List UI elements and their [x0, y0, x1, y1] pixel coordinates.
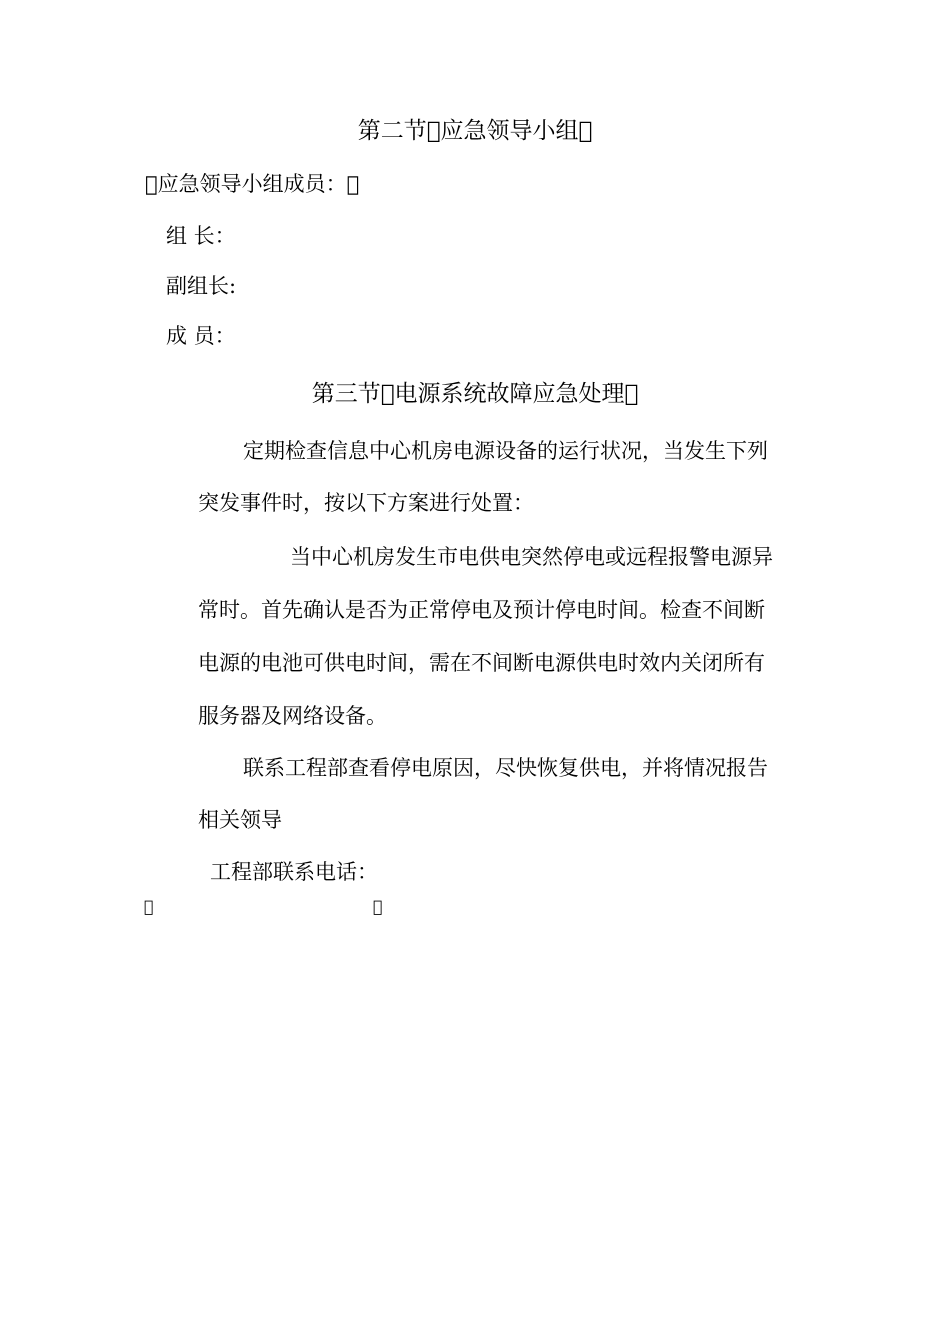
section3-title: 第三节 电源系统故障应急处理  — [311, 381, 639, 407]
group-members-heading:  应急领导小组成员：  — [145, 172, 360, 196]
para2-line2: 常时。首先确认是否为正常停电及预计停电时间。检查不间断 — [198, 598, 765, 622]
para2-line4: 服务器及网络设备。 — [198, 704, 387, 728]
members-label: 成 员： — [166, 324, 236, 348]
deputy-leader-label: 副组长: — [166, 274, 237, 298]
section2-title: 第二节 应急领导小组  — [357, 118, 593, 144]
para1-line2: 突发事件时，按以下方案进行处置： — [198, 491, 534, 515]
para3-line1: 联系工程部查看停电原因，尽快恢复供电，并将情况报告 — [243, 756, 768, 780]
para3-line2: 相关领导 — [198, 808, 282, 832]
para2-line1: 当中心机房发生市电供电突然停电或远程报警电源异 — [290, 545, 773, 569]
leader-label: 组 长： — [166, 224, 236, 248]
trailing-mark-right:   — [373, 897, 383, 916]
para2-line3: 电源的电池可供电时间，需在不间断电源供电时效内关闭所有 — [198, 651, 765, 675]
phone-label: 工程部联系电话： — [210, 860, 378, 884]
para1-line1: 定期检查信息中心机房电源设备的运行状况，当发生下列 — [243, 439, 768, 463]
trailing-mark-left:   — [144, 897, 154, 916]
